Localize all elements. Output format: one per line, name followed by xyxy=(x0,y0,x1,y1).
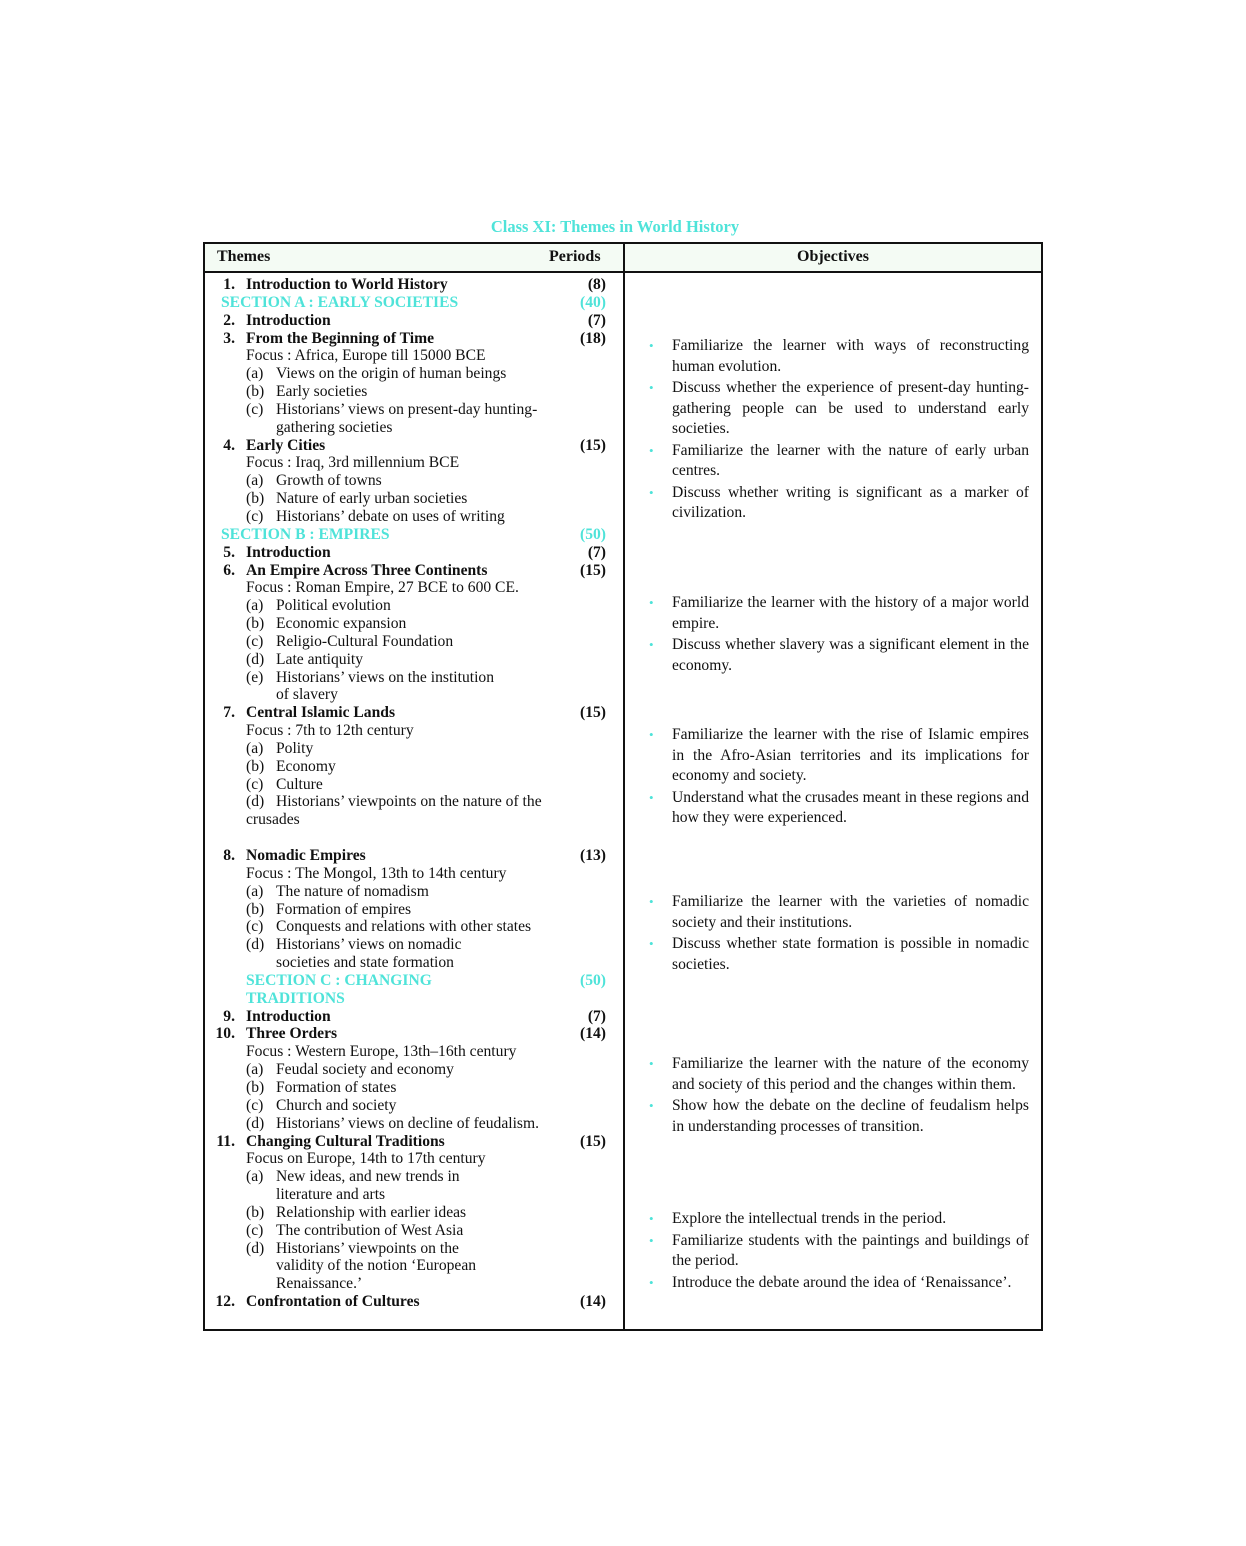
subtopic-text: gathering societies xyxy=(276,418,393,436)
objective-text: Familiarize students with the paintings and buildings of the period. xyxy=(672,1231,1029,1269)
subtopic-letter: (e) xyxy=(246,668,264,686)
subtopic-text: Formation of empires xyxy=(276,900,412,918)
subtopic-letter: (a) xyxy=(246,1061,264,1079)
subtopic-letter: (c) xyxy=(246,775,264,793)
objective-text: Introduce the debate around the idea of ‘Renaissance’. xyxy=(672,1273,1012,1291)
theme-number: 2. xyxy=(223,311,235,329)
theme-title: Changing Cultural Traditions xyxy=(246,1132,445,1150)
subtopic xyxy=(205,615,623,633)
objective-group xyxy=(625,892,1041,976)
subtopic-text: Historians’ views on present-day hunting- xyxy=(276,400,538,418)
subtopic-text: Historians’ views on nomadic xyxy=(276,936,462,954)
subtopic-letter: (a) xyxy=(246,1168,264,1186)
header-objectives: Objectives xyxy=(797,248,869,265)
subtopic-letter: (d) xyxy=(246,793,265,811)
syllabus-table xyxy=(203,242,1043,1331)
subtopic-text: Historians’ views on the institution xyxy=(276,668,495,686)
subtopic-text: Renaissance.’ xyxy=(276,1275,363,1293)
theme-periods: (14) xyxy=(580,1025,606,1043)
subtopic-text: validity of the notion ‘European xyxy=(276,1257,477,1275)
objective-item xyxy=(625,725,1041,787)
subtopic-letter: (c) xyxy=(246,918,264,936)
subtopic-text: The nature of nomadism xyxy=(276,882,429,900)
bullet-icon: • xyxy=(649,1056,654,1071)
themes-column xyxy=(205,276,623,1311)
subtopic-text: Historians’ views on decline of feudalism. xyxy=(276,1114,540,1132)
theme-item xyxy=(205,562,623,580)
objective-group xyxy=(625,336,1041,525)
theme-number: 8. xyxy=(223,847,235,864)
focus-line xyxy=(205,722,623,740)
subtopic-letter: (b) xyxy=(246,900,265,918)
section-heading xyxy=(205,526,623,544)
theme-periods: (7) xyxy=(587,311,606,329)
theme-item xyxy=(205,1008,623,1026)
theme-number: 7. xyxy=(223,704,235,722)
subtopic-letter: (c) xyxy=(246,1096,264,1114)
theme-periods: (15) xyxy=(580,436,606,454)
theme-item xyxy=(205,847,623,865)
theme-item xyxy=(205,276,623,294)
spacer xyxy=(205,829,623,847)
subtopic-letter: (b) xyxy=(246,615,265,633)
header-themes: Themes xyxy=(217,248,271,265)
focus-line xyxy=(205,454,623,472)
focus-line xyxy=(205,1043,623,1061)
subtopic-continuation xyxy=(205,954,623,972)
objective-text: Discuss whether state formation is possible in nomadic societies. xyxy=(672,935,1029,973)
objective-item xyxy=(625,892,1041,933)
theme-title: Introduction xyxy=(246,311,331,329)
objective-item xyxy=(625,483,1041,524)
objective-text: Discuss whether writing is significant as a marker of civilization. xyxy=(672,483,1029,521)
objective-text: Understand what the crusades meant in these regions and how they were experienced. xyxy=(672,788,1029,826)
subtopic-letter: (d) xyxy=(246,1239,265,1257)
subtopic-text: Church and society xyxy=(276,1096,397,1114)
bullet-icon: • xyxy=(649,1274,654,1290)
subtopic xyxy=(205,508,623,526)
section-periods: (50) xyxy=(580,971,606,989)
bullet-icon: • xyxy=(649,1211,654,1226)
subtopic-text: Economic expansion xyxy=(276,615,407,633)
subtopic-letter: (a) xyxy=(246,882,264,900)
subtopic xyxy=(205,918,623,936)
section-title: SECTION B : EMPIRES xyxy=(221,525,390,543)
bullet-icon: • xyxy=(649,936,654,951)
subtopic-letter: (a) xyxy=(246,739,264,757)
subtopic xyxy=(205,365,623,383)
subtopic-text: Relationship with earlier ideas xyxy=(276,1203,467,1221)
objective-text: Explore the intellectual trends in the period. xyxy=(672,1210,947,1227)
subtopic-text: of slavery xyxy=(276,686,338,704)
document-title: Class XI: Themes in World History xyxy=(490,217,740,236)
theme-periods: (14) xyxy=(580,1293,606,1311)
focus-text: Focus : Western Europe, 13th–16th century xyxy=(246,1043,517,1061)
section-heading xyxy=(205,972,623,990)
subtopic xyxy=(205,1061,623,1079)
theme-title: Early Cities xyxy=(246,436,326,454)
subtopic-continuation xyxy=(205,686,623,704)
objective-group xyxy=(625,725,1041,830)
theme-item xyxy=(205,330,623,348)
theme-periods: (8) xyxy=(587,276,606,293)
subtopic-text: Formation of states xyxy=(276,1078,397,1096)
subtopic-continuation xyxy=(205,1257,623,1275)
objective-item xyxy=(625,635,1041,676)
subtopic-text: The contribution of West Asia xyxy=(276,1221,464,1239)
theme-item xyxy=(205,1133,623,1151)
theme-periods: (15) xyxy=(580,561,606,579)
subtopic-continuation xyxy=(205,1275,623,1293)
objective-group xyxy=(625,593,1041,677)
focus-line xyxy=(205,865,623,883)
subtopic-text: Economy xyxy=(276,757,336,775)
theme-title: An Empire Across Three Continents xyxy=(246,561,488,579)
focus-text: Focus : 7th to 12th century xyxy=(246,722,414,740)
objective-item xyxy=(625,378,1041,440)
subtopic xyxy=(205,1222,623,1240)
subtopic-letter: (d) xyxy=(246,1114,265,1132)
objective-text: Familiarize the learner with ways of reconstructing human evolution. xyxy=(672,337,1029,375)
subtopic-text: Feudal society and economy xyxy=(276,1061,454,1079)
subtopic-letter: (d) xyxy=(246,650,265,668)
subtopic-letter: (b) xyxy=(246,1078,265,1096)
subtopic-letter: (b) xyxy=(246,383,265,401)
subtopic xyxy=(205,490,623,508)
subtopic-text: Nature of early urban societies xyxy=(276,490,468,508)
subtopic xyxy=(205,793,623,811)
theme-item xyxy=(205,704,623,722)
theme-number: 11. xyxy=(216,1132,235,1150)
subtopic xyxy=(205,1240,623,1258)
theme-title: Nomadic Empires xyxy=(246,847,366,864)
theme-periods: (7) xyxy=(587,543,606,561)
theme-item xyxy=(205,437,623,455)
section-periods: (40) xyxy=(580,293,606,311)
theme-item xyxy=(205,1293,623,1311)
bullet-icon: • xyxy=(649,727,654,742)
subtopic xyxy=(205,758,623,776)
objective-text: Familiarize the learner with the nature of the economy and society of this period and the changes within them. xyxy=(672,1055,1029,1093)
subtopic-letter: (c) xyxy=(246,400,264,418)
bullet-icon: • xyxy=(649,442,654,458)
subtopic xyxy=(205,669,623,687)
focus-text: Focus : Iraq, 3rd millennium BCE xyxy=(246,454,460,472)
subtopic-continuation xyxy=(205,419,623,437)
subtopic-text: Growth of towns xyxy=(276,472,382,490)
bullet-icon: • xyxy=(649,789,654,805)
objective-item xyxy=(625,1231,1041,1272)
theme-item xyxy=(205,544,623,562)
bullet-icon: • xyxy=(649,894,654,909)
subtopic xyxy=(205,1168,623,1186)
objective-text: Discuss whether slavery was a significant element in the economy. xyxy=(672,636,1029,674)
subtopic-text: Late antiquity xyxy=(276,650,364,668)
objective-text: Familiarize the learner with the rise of Islamic empires in the Afro-Asian territories and its implications for economy and society. xyxy=(672,726,1029,784)
subtopic-text: New ideas, and new trends in xyxy=(276,1168,460,1186)
objective-group xyxy=(625,1209,1041,1294)
subtopic-text: Views on the origin of human beings xyxy=(276,365,507,383)
focus-text: Focus : The Mongol, 13th to 14th century xyxy=(246,864,507,882)
subtopic-text: Religio-Cultural Foundation xyxy=(276,632,454,650)
section-title: TRADITIONS xyxy=(246,989,345,1007)
theme-periods: (15) xyxy=(580,704,606,722)
objective-text: Show how the debate on the decline of feudalism helps in understanding processes of transition. xyxy=(672,1097,1029,1135)
bullet-icon: • xyxy=(649,1098,654,1113)
theme-periods: (18) xyxy=(580,329,606,347)
bullet-icon: • xyxy=(649,338,654,353)
objective-item xyxy=(625,593,1041,634)
theme-number: 5. xyxy=(223,543,235,561)
subtopic xyxy=(205,1097,623,1115)
section-title: SECTION C : CHANGING xyxy=(246,971,432,989)
focus-text: Focus on Europe, 14th to 17th century xyxy=(246,1150,486,1168)
theme-item xyxy=(205,312,623,330)
objective-item xyxy=(625,441,1041,482)
subtopic xyxy=(205,597,623,615)
focus-text: crusades xyxy=(246,811,300,829)
subtopic-text: Historians’ viewpoints on the xyxy=(276,1239,459,1257)
subtopic-text: Political evolution xyxy=(276,597,391,615)
subtopic xyxy=(205,740,623,758)
subtopic xyxy=(205,1115,623,1133)
theme-number: 6. xyxy=(223,561,235,579)
subtopic xyxy=(205,936,623,954)
objective-text: Familiarize the learner with the varieties of nomadic society and their institutions. xyxy=(672,893,1029,931)
theme-periods: (7) xyxy=(587,1007,606,1025)
bullet-icon: • xyxy=(649,380,654,395)
subtopic-letter: (b) xyxy=(246,757,265,775)
subtopic-letter: (c) xyxy=(246,507,264,525)
objective-item xyxy=(625,336,1041,377)
theme-number: 4. xyxy=(223,436,235,454)
bullet-icon: • xyxy=(649,484,654,500)
theme-number: 1. xyxy=(223,276,235,293)
focus-text: Focus : Roman Empire, 27 BCE to 600 CE. xyxy=(246,579,519,597)
objective-text: Discuss whether the experience of present-day hunting-gathering people can be used to understand early societies. xyxy=(672,379,1029,437)
subtopic-text: societies and state formation xyxy=(276,954,454,972)
subtopic-letter: (c) xyxy=(246,632,264,650)
section-periods: (50) xyxy=(580,525,606,543)
objective-item xyxy=(625,1273,1041,1294)
subtopic xyxy=(205,1079,623,1097)
theme-number: 3. xyxy=(223,329,235,347)
subtopic xyxy=(205,1204,623,1222)
bullet-icon: • xyxy=(649,595,654,610)
theme-periods: (13) xyxy=(580,847,606,864)
subtopic xyxy=(205,651,623,669)
objective-item xyxy=(625,1054,1041,1095)
theme-title: Introduction xyxy=(246,543,331,561)
theme-number: 10. xyxy=(215,1025,235,1043)
theme-title: Introduction to World History xyxy=(246,276,448,293)
subtopic-text: Conquests and relations with other states xyxy=(276,918,532,936)
theme-item xyxy=(205,1025,623,1043)
subtopic xyxy=(205,401,623,419)
subtopic-text: Historians’ viewpoints on the nature of the xyxy=(276,793,542,811)
subtopic-letter: (a) xyxy=(246,472,264,490)
theme-title: Introduction xyxy=(246,1007,331,1025)
subtopic xyxy=(205,776,623,794)
subtopic-text: Early societies xyxy=(276,383,368,401)
subtopic-letter: (b) xyxy=(246,490,265,508)
theme-title: Confrontation of Cultures xyxy=(246,1293,420,1311)
subtopic-text: Historians’ debate on uses of writing xyxy=(276,507,505,525)
objective-item xyxy=(625,1096,1041,1137)
theme-periods: (15) xyxy=(580,1132,606,1150)
subtopic-letter: (d) xyxy=(246,936,265,954)
subtopic xyxy=(205,633,623,651)
objective-item xyxy=(625,788,1041,829)
theme-title: Three Orders xyxy=(246,1025,338,1043)
objective-item xyxy=(625,1209,1041,1230)
subtopic-letter: (c) xyxy=(246,1221,264,1239)
subtopic-text: Polity xyxy=(276,739,314,757)
subtopic-continuation xyxy=(205,1186,623,1204)
theme-number: 9. xyxy=(223,1007,235,1025)
section-title: SECTION A : EARLY SOCIETIES xyxy=(221,293,459,311)
objective-text: Familiarize the learner with the nature of early urban centres. xyxy=(672,441,1029,479)
section-heading xyxy=(205,294,623,312)
objective-group xyxy=(625,1054,1041,1138)
subtopic-letter: (a) xyxy=(246,365,264,383)
subtopic xyxy=(205,472,623,490)
focus-line xyxy=(205,1150,623,1168)
theme-title: Central Islamic Lands xyxy=(246,704,396,722)
focus-text: Focus : Africa, Europe till 15000 BCE xyxy=(246,347,486,365)
focus-line xyxy=(205,811,623,829)
subtopic-text: literature and arts xyxy=(276,1186,386,1204)
subtopic-text: Culture xyxy=(276,775,323,793)
subtopic-letter: (b) xyxy=(246,1203,265,1221)
objective-item xyxy=(625,934,1041,975)
theme-title: From the Beginning of Time xyxy=(246,329,435,347)
header-periods: Periods xyxy=(549,248,601,265)
focus-line xyxy=(205,579,623,597)
bullet-icon: • xyxy=(649,637,654,652)
subtopic xyxy=(205,901,623,919)
bullet-icon: • xyxy=(649,1232,654,1248)
subtopic-letter: (a) xyxy=(246,597,264,615)
objective-text: Familiarize the learner with the history of a major world empire. xyxy=(672,594,1029,632)
subtopic xyxy=(205,383,623,401)
focus-line xyxy=(205,347,623,365)
section-heading xyxy=(205,990,623,1008)
theme-number: 12. xyxy=(215,1293,235,1311)
subtopic xyxy=(205,883,623,901)
